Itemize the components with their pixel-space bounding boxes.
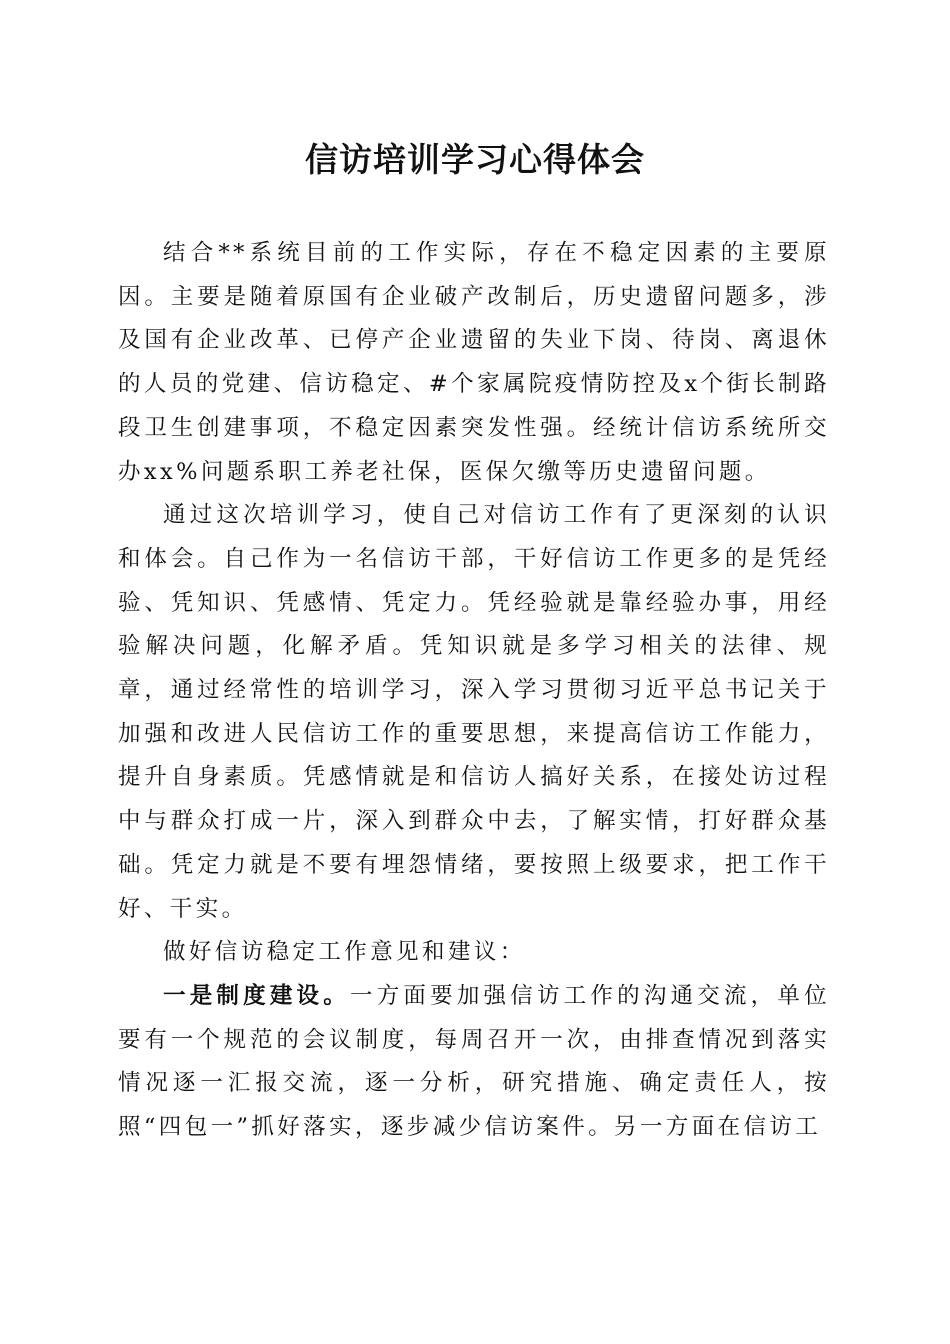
paragraph-text: 结合**系统目前的工作实际，存在不稳定因素的主要原因。主要是随着原国有企业破产改制后，历史遗留问题多，涉及国有企业改革、已停产企业遗留的失业下岗、待岗、离退休的人员的党建、信访稳定、#个家属院疫情防控及x个街长制路段卫生创建事项，不稳定因素突发性强。经统计信访系统所交办xx%问题系职工养老社保，医保欠缴等历史遗留问题。 [118, 240, 830, 485]
paragraph-lead-heading: 一是制度建设。 [163, 982, 350, 1009]
paragraph-work-situation [118, 232, 830, 494]
paragraph-text: 通过这次培训学习，使自己对信访工作有了更深刻的认识和体会。自己作为一名信访干部，干好信访工作更多的是凭经验、凭知识、凭感情、凭定力。凭经验就是靠经验办事，用经验解决问题，化解矛盾。凭知识就是多学习相关的法律、规章，通过经常性的培训学习，深入学习贯彻习近平总书记关于加强和改进人民信访工作的重要思想，来提高信访工作能力，提升自身素质。凭感情就是和信访人搞好关系，在接处访过程中与群众打成一片，深入到群众中去，了解实情，打好群众基础。凭定力就是不要有埋怨情绪，要按照上级要求，把工作干好、干实。 [118, 502, 830, 922]
paragraph-training-reflection [118, 494, 830, 931]
paragraph-text: 一方面要加强信访工作的沟通交流，单位要有一个规范的会议制度，每周召开一次，由排查情况到落实情况逐一汇报交流，逐一分析，研究措施、确定责任人，按照“四包一”抓好落实，逐步减少信访案件。另一方面在信访工 [118, 982, 830, 1141]
document-body [118, 232, 830, 1150]
paragraph-text: 做好信访稳定工作意见和建议： [163, 939, 526, 966]
document-title: 信访培训学习心得体会 [305, 140, 645, 179]
paragraph-system-building [118, 975, 830, 1150]
paragraph-suggestions-intro [118, 931, 830, 975]
